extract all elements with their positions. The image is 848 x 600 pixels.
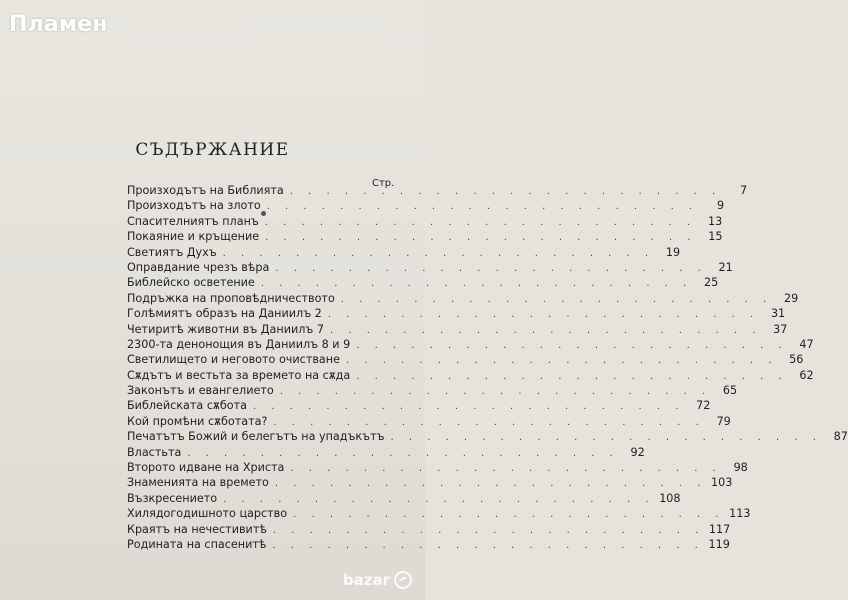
toc-entry-page: 62 — [799, 368, 814, 382]
toc-entry — [127, 184, 748, 199]
toc-entry — [127, 291, 799, 307]
toc-entry — [127, 399, 711, 414]
toc-entry-page: 15 — [708, 230, 723, 244]
dot-leader: . . . . . . . . . . . . . . . . . . . . . . . . — [272, 524, 705, 536]
dot-leader: . . . . . . . . . . . . . . . . . . . . . . . . — [390, 432, 822, 444]
leaf-icon — [393, 570, 413, 590]
toc-entry-title: Кой промѣни сѫботата? — [127, 414, 268, 428]
toc-entry-title: Произходътъ на Библията — [127, 184, 284, 197]
toc-entry — [127, 353, 804, 368]
toc-entry-page: 9 — [716, 199, 725, 213]
toc-entry-page: 19 — [665, 245, 681, 259]
toc-entry — [127, 307, 786, 322]
toc-entry-page: 119 — [708, 537, 730, 551]
toc-entry — [127, 461, 748, 476]
toc-entry — [127, 276, 719, 291]
toc-entry — [127, 537, 730, 553]
toc-entry — [127, 245, 681, 261]
toc-entry-title: Произходътъ на злото — [127, 199, 261, 213]
toc-entry-title: Библейско осветение — [127, 276, 255, 290]
toc-entry-title: Властьта — [127, 445, 182, 459]
toc-entry — [127, 445, 645, 461]
toc-entry-title: Спасителниятъ планъ — [127, 214, 259, 228]
dot-leader: . . . . . . . . . . . . . . . . . . . . . . . . — [275, 262, 707, 274]
toc-entry-page: 21 — [718, 260, 733, 274]
dot-leader: . . . . . . . . . . . . . . . . . . . . . . . . — [279, 386, 712, 398]
dot-leader: . . . . . . . . . . . . . . . . . . . . . . . . — [274, 478, 707, 490]
toc-entry-page: 117 — [708, 522, 731, 536]
toc-entry-page: 25 — [703, 276, 719, 290]
dot-leader: . . . . . . . . . . . . . . . . . . . . . . . . — [264, 216, 697, 228]
toc-entry-page: 87 — [833, 430, 848, 444]
ink-spot — [261, 211, 266, 216]
toc-entry-page: 31 — [770, 307, 786, 321]
dot-leader: . . . . . . . . . . . . . . . . . . . . . . . . — [356, 339, 788, 351]
toc-entry-title: Възкресението — [127, 491, 218, 505]
toc-entry-page: 92 — [630, 445, 645, 459]
table-of-contents — [127, 184, 848, 553]
toc-entry-title: Сѫдътъ и вестьта за времето на сѫда — [127, 368, 351, 382]
dot-leader: . . . . . . . . . . . . . . . . . . . . . . . . — [272, 539, 704, 551]
toc-entry-title: Светиятъ Духъ — [127, 245, 217, 259]
toc-entry — [127, 384, 738, 399]
toc-entry-page: 7 — [740, 184, 748, 197]
dot-leader: . . . . . . . . . . . . . . . . . . . . . . . . — [260, 278, 693, 290]
toc-entry — [127, 414, 731, 430]
toc-entry — [127, 368, 814, 384]
toc-entry — [127, 260, 733, 276]
toc-entry-page: 103 — [710, 476, 733, 490]
dot-leader: . . . . . . . . . . . . . . . . . . . . . . . . — [327, 309, 760, 321]
toc-entry-title: Законътъ и евангелието — [127, 384, 274, 398]
page-title: СЪДЪРЖАНИЕ — [135, 140, 290, 160]
bazar-watermark — [343, 570, 413, 590]
dot-leader: . . . . . . . . . . . . . . . . . . . . . . . . — [290, 463, 722, 475]
toc-entry-page: 37 — [773, 322, 788, 336]
toc-entry-title: Четиритѣ животни въ Даниилъ 7 — [127, 322, 324, 336]
toc-entry — [127, 430, 848, 445]
toc-entry — [127, 476, 733, 491]
toc-entry-title: 2300-та денонощия въ Даниилъ 8 и 9 — [127, 337, 351, 351]
toc-entry-title: Библейската сѫбота — [127, 399, 247, 413]
dot-leader: . . . . . . . . . . . . . . . . . . . . . . . . — [340, 293, 773, 305]
bazar-watermark-text: bazar — [342, 571, 390, 589]
toc-entry-title: Родината на спасенитѣ — [127, 537, 267, 551]
toc-entry-title: Краятъ на нечестивитѣ — [127, 522, 267, 536]
dot-leader: . . . . . . . . . . . . . . . . . . . . . . . . — [187, 447, 619, 459]
dot-leader: . . . . . . . . . . . . . . . . . . . . . . . . — [223, 493, 655, 505]
seller-watermark: Пламен — [9, 12, 108, 37]
dot-leader: . . . . . . . . . . . . . . . . . . . . . . . . — [289, 186, 722, 197]
toc-entry — [127, 491, 681, 507]
toc-entry-page: 79 — [716, 414, 731, 428]
dot-leader: . . . . . . . . . . . . . . . . . . . . . . . . — [345, 355, 778, 367]
dot-leader: . . . . . . . . . . . . . . . . . . . . . . . . — [265, 232, 697, 244]
toc-entry-title: Печатътъ Божий и белегътъ на упадъкътъ — [127, 430, 385, 444]
dot-leader: . . . . . . . . . . . . . . . . . . . . . . . . — [293, 509, 725, 521]
toc-entry-title: Покаяние и кръщение — [127, 230, 260, 244]
toc-entry-title: Хилядогодишното царство — [127, 507, 288, 521]
toc-entry-title: Знаменията на времето — [127, 476, 269, 490]
toc-entry-page: 113 — [729, 507, 751, 521]
dot-leader: . . . . . . . . . . . . . . . . . . . . . . . . — [273, 416, 705, 428]
toc-entry-title: Светилището и неговото очистване — [127, 353, 340, 367]
toc-entry-page: 56 — [789, 353, 804, 367]
toc-entry-page: 47 — [799, 337, 814, 351]
toc-entry-page: 65 — [722, 384, 738, 398]
toc-entry — [127, 322, 788, 338]
toc-entry-page: 98 — [733, 461, 748, 475]
toc-entry-page: 29 — [783, 291, 799, 305]
toc-entry — [127, 507, 751, 522]
dot-leader: . . . . . . . . . . . . . . . . . . . . . . . . — [266, 201, 699, 213]
dot-leader: . . . . . . . . . . . . . . . . . . . . . . . . — [356, 370, 788, 382]
toc-entry-title: Оправдание чрезъ вѣра — [127, 260, 270, 274]
toc-entry-title: Голѣмиятъ образъ на Даниилъ 2 — [127, 307, 322, 321]
toc-entry — [127, 214, 723, 230]
toc-entry-title: Подръжка на проповѣдничеството — [127, 291, 335, 305]
toc-entry-page: 72 — [696, 399, 711, 413]
toc-entry — [127, 522, 731, 538]
toc-entry-page: 108 — [659, 491, 681, 505]
dot-leader: . . . . . . . . . . . . . . . . . . . . . . . . — [222, 247, 655, 259]
toc-entry — [127, 230, 723, 245]
dot-leader: . . . . . . . . . . . . . . . . . . . . . . . . — [252, 401, 685, 413]
page-column-label: Стр. — [372, 178, 395, 189]
toc-entry-title: Второто идване на Христа — [127, 461, 285, 475]
toc-entry-page: 13 — [707, 214, 723, 228]
dot-leader: . . . . . . . . . . . . . . . . . . . . . . . . — [329, 324, 762, 336]
toc-entry — [127, 337, 814, 353]
